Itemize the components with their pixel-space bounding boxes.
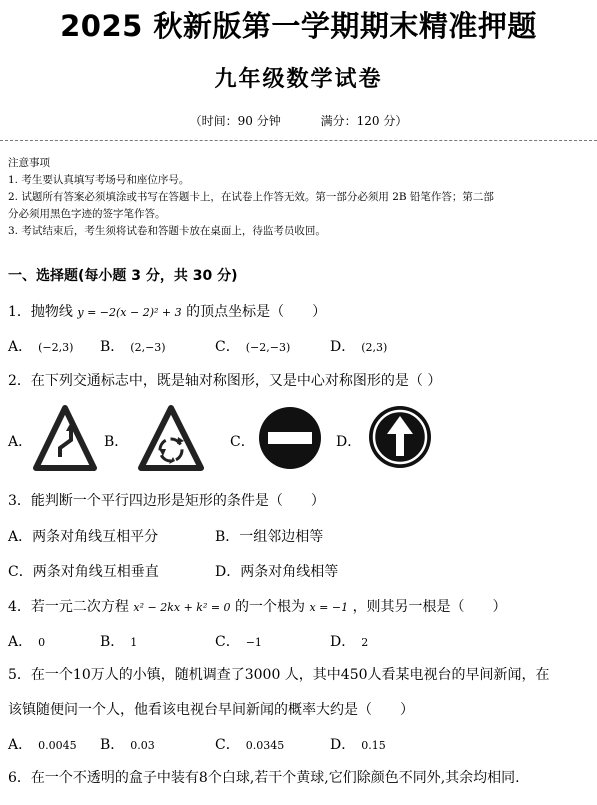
question-text: 1．抛物线 — [8, 304, 73, 320]
formula: y = −2(x − 2)² + 3 — [77, 306, 182, 319]
option-d: D． (2,3) — [330, 339, 388, 355]
notice-item: 分必须用黑色字迹的签字笔作答。 — [8, 208, 166, 220]
option-b: B． 1 — [100, 634, 138, 650]
time-limit: （时间：90 分钟 — [189, 114, 281, 128]
question-text: 的顶点坐标是（ ） — [186, 304, 327, 320]
exam-title: 九年级数学试卷 — [214, 66, 383, 92]
option-a: A． (−2,3) — [8, 339, 74, 355]
exam-banner: 2025 秋新版第一学期期末精准押题 — [60, 9, 537, 43]
option-d: D． 2 — [330, 634, 369, 650]
total-score: 满分：120 分） — [320, 114, 408, 128]
formula: x² − 2kx + k² = 0 — [133, 601, 231, 614]
notice-item: 2. 试题所有答案必须填涂或书写在答题卡上，在试卷上作答无效。第一部分必须用 2B 铅笔作答；第二部 — [8, 191, 494, 203]
question-5-continued: 该镇随便问一个人，他看该电视台早间新闻的概率大约是（ ） — [8, 702, 414, 718]
roundabout-sign-icon — [138, 404, 204, 472]
formula: x = −1 — [309, 601, 349, 614]
question-6: 6．在一个不透明的盒子中装有8个白球,若干个黄球,它们除颜色不同外,其余均相同. — [8, 770, 520, 786]
divider — [0, 140, 597, 141]
question-text: ，则其另一根是（ ） — [352, 599, 507, 615]
option-a: A．两条对角线互相平分 — [8, 529, 159, 545]
option-c: C． (−2,−3) — [215, 339, 291, 355]
exam-meta — [0, 112, 597, 129]
option-d: D．两条对角线相等 — [215, 564, 339, 580]
winding-road-sign-icon — [33, 404, 97, 472]
option-c: C． −1 — [215, 634, 262, 650]
notice-item: 1. 考生要认真填写考场号和座位序号。 — [8, 174, 190, 186]
straight-ahead-sign-icon — [367, 404, 433, 470]
option-a: A． 0 — [8, 634, 46, 650]
question-4 — [8, 596, 507, 616]
question-5: 5．在一个10万人的小镇，随机调查了3000 人，其中450人看某电视台的早间新闻，在 — [8, 667, 550, 683]
notice-heading: 注意事项 — [8, 157, 50, 169]
question-2: 2．在下列交通标志中，既是轴对称图形，又是中心对称图形的是（ ） — [8, 373, 442, 389]
question-text: 的一个根为 — [235, 599, 306, 615]
no-entry-sign-icon — [257, 405, 323, 471]
option-b: B． 0.03 — [100, 737, 155, 753]
option-a: A． — [8, 434, 33, 450]
option-c: C． — [230, 434, 255, 450]
notice-block — [8, 155, 588, 240]
option-b: B．一组邻边相等 — [215, 529, 324, 545]
notice-item: 3. 考试结束后，考生须将试卷和答题卡放在桌面上，待监考员收回。 — [8, 225, 326, 237]
question-1 — [8, 301, 326, 321]
option-d: D． — [336, 434, 362, 450]
option-c: C． 0.0345 — [215, 737, 285, 753]
option-c: C．两条对角线互相垂直 — [8, 564, 159, 580]
option-a: A． 0.0045 — [8, 737, 77, 753]
question-3: 3．能判断一个平行四边形是矩形的条件是（ ） — [8, 493, 325, 509]
option-b: B． — [104, 434, 129, 450]
section-heading: 一、选择题(每小题 3 分，共 30 分) — [8, 268, 238, 284]
option-b: B． (2,−3) — [100, 339, 166, 355]
option-d: D． 0.15 — [330, 737, 386, 753]
question-text: 4．若一元二次方程 — [8, 599, 129, 615]
